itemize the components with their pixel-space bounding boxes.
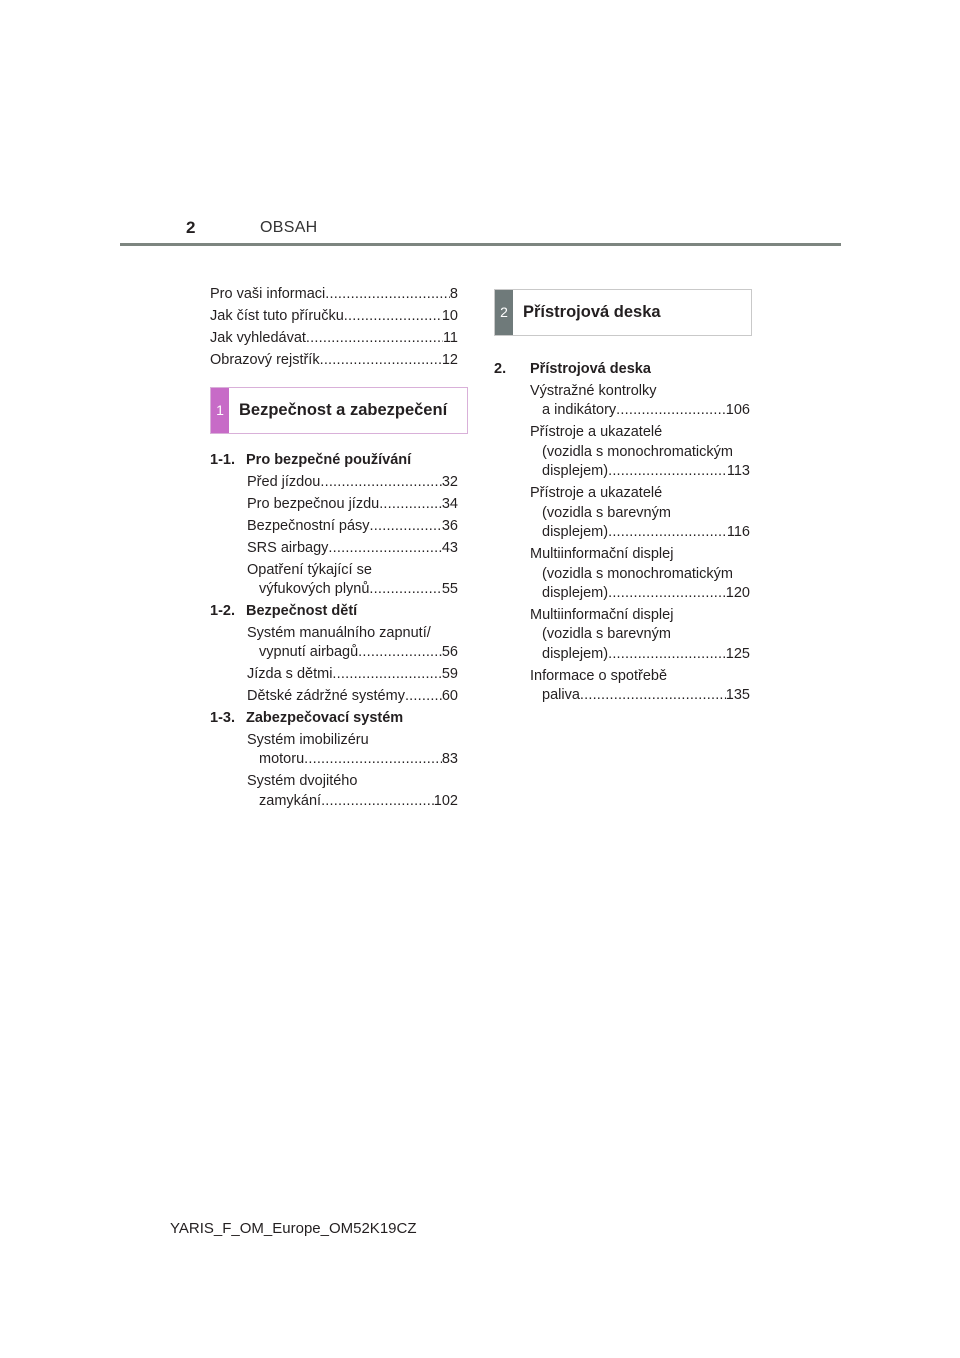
- toc-item-label: Multiinformační displej: [530, 606, 674, 623]
- toc-leader-dots: [405, 687, 442, 707]
- toc-item[interactable]: [210, 351, 458, 371]
- toc-leader-dots: [321, 792, 434, 812]
- toc-item-label: SRS airbagy: [247, 539, 329, 556]
- toc-item-page: 135: [725, 687, 750, 704]
- toc-item-label: výfukových plynů: [259, 581, 370, 598]
- toc-item-page: 11: [442, 329, 458, 346]
- chapter-1-title: Bezpečnost a zabezpečení: [239, 400, 448, 419]
- toc-item-page: 59: [441, 666, 458, 683]
- toc-right-column: [494, 289, 750, 708]
- toc-item-label: motoru: [259, 751, 305, 768]
- toc-leader-dots: [379, 495, 442, 515]
- toc-item-label: displejem): [542, 645, 609, 662]
- toc-item-label: Jak číst tuto příručku: [210, 307, 344, 324]
- toc-item[interactable]: [247, 517, 458, 537]
- toc-item-label: (vozidla s barevným: [542, 504, 671, 521]
- toc-leader-dots: [344, 307, 442, 327]
- section-title: Bezpečnost dětí: [246, 603, 358, 620]
- toc-item-page: 102: [433, 792, 458, 809]
- toc-item-label: zamykání: [259, 792, 322, 809]
- section-number: 1-1.: [210, 452, 235, 469]
- toc-leader-dots: [608, 523, 727, 543]
- toc-leader-dots: [328, 539, 441, 559]
- toc-item-page: 60: [441, 688, 458, 705]
- toc-leader-dots: [325, 285, 450, 305]
- chapter-1-box[interactable]: [210, 387, 468, 434]
- section-heading-1-1[interactable]: [210, 451, 458, 471]
- toc-item-label: (vozidla s monochromatickým: [542, 565, 733, 582]
- toc-item-label: (vozidla s monochromatickým: [542, 443, 733, 460]
- toc-item-page: 10: [441, 307, 458, 324]
- toc-item-label: Systém dvojitého: [247, 773, 358, 790]
- section-title: Zabezpečovací systém: [246, 710, 404, 727]
- toc-item-page: 106: [725, 402, 750, 419]
- toc-item[interactable]: [530, 382, 750, 421]
- toc-item[interactable]: [247, 772, 458, 811]
- toc-item-page: 34: [441, 495, 458, 512]
- toc-item-page: 56: [441, 644, 458, 661]
- section-number: 1-2.: [210, 603, 235, 620]
- toc-leader-dots: [320, 351, 442, 371]
- toc-leader-dots: [306, 329, 443, 349]
- toc-item-page: 116: [726, 524, 750, 541]
- toc-item-label: a indikátory: [542, 402, 617, 419]
- section-1-3-entries: [210, 731, 458, 811]
- toc-item-label: vypnutí airbagů: [259, 644, 359, 661]
- toc-leader-dots: [358, 643, 442, 663]
- section-number: 2.: [494, 361, 507, 377]
- toc-item-label: Pro bezpečnou jízdu: [247, 495, 380, 512]
- chapter-1-tab: 1: [211, 388, 229, 433]
- toc-item[interactable]: [247, 665, 458, 685]
- toc-item[interactable]: [247, 624, 458, 663]
- toc-item[interactable]: [210, 307, 458, 327]
- toc-item[interactable]: [210, 285, 458, 305]
- toc-item[interactable]: [247, 539, 458, 559]
- toc-leader-dots: [332, 665, 441, 685]
- toc-item[interactable]: [247, 495, 458, 515]
- section-1-1-entries: [210, 473, 458, 600]
- toc-item-label: displejem): [542, 524, 609, 541]
- header-rule: [120, 243, 841, 246]
- toc-item-label: Systém imobilizéru: [247, 731, 369, 748]
- toc-item[interactable]: [247, 473, 458, 493]
- toc-item-label: Pro vaši informaci: [210, 286, 326, 302]
- toc-left-column: [210, 285, 458, 814]
- toc-item-page: 113: [726, 463, 750, 480]
- toc-item-label: displejem): [542, 585, 609, 602]
- toc-item-label: Přístroje a ukazatelé: [530, 424, 663, 441]
- section-heading-1-2[interactable]: [210, 602, 458, 622]
- toc-item-page: 55: [441, 581, 458, 598]
- toc-item-page: 43: [441, 539, 458, 556]
- toc-leader-dots: [608, 462, 727, 482]
- toc-item-page: 36: [441, 517, 458, 534]
- toc-item-label: Jak vyhledávat: [210, 329, 306, 346]
- toc-item-page: 12: [441, 351, 458, 368]
- toc-item-label: Informace o spotřebě: [530, 667, 668, 684]
- toc-item[interactable]: [530, 484, 750, 543]
- toc-item[interactable]: [530, 545, 750, 604]
- toc-item[interactable]: [210, 329, 458, 349]
- section-title: Pro bezpečné používání: [246, 452, 412, 469]
- toc-item[interactable]: [530, 423, 750, 482]
- toc-item-label: Přístroje a ukazatelé: [530, 485, 663, 502]
- section-2-entries: [494, 382, 750, 706]
- chapter-2-tab: 2: [495, 290, 513, 335]
- toc-item-label: Systém manuálního zapnutí/: [247, 624, 431, 641]
- toc-intro-list: [210, 285, 458, 370]
- toc-item-label: Výstražné kontrolky: [530, 382, 657, 399]
- toc-item-label: Multiinformační displej: [530, 546, 674, 563]
- toc-item-page: 125: [725, 645, 750, 662]
- section-1-2-entries: [210, 624, 458, 707]
- toc-item-page: 8: [449, 286, 458, 302]
- toc-item-label: paliva: [542, 687, 580, 704]
- toc-leader-dots: [369, 580, 441, 600]
- page-number: 2: [186, 218, 196, 237]
- toc-item[interactable]: [530, 667, 750, 706]
- toc-leader-dots: [616, 401, 726, 421]
- toc-leader-dots: [580, 686, 726, 706]
- toc-leader-dots: [304, 750, 442, 770]
- toc-leader-dots: [608, 645, 726, 665]
- section-heading-1-3[interactable]: [210, 709, 458, 729]
- toc-item-page: 32: [441, 474, 458, 491]
- section-number: 1-3.: [210, 710, 235, 727]
- toc-item-label: Bezpečnostní pásy: [247, 517, 370, 534]
- toc-item-label: Jízda s dětmi: [247, 666, 333, 683]
- toc-leader-dots: [370, 517, 442, 537]
- toc-leader-dots: [608, 584, 726, 604]
- toc-item-label: Opatření týkající se: [247, 561, 372, 578]
- toc-item-label: Před jízdou: [247, 474, 321, 491]
- page-section-title: OBSAH: [260, 219, 318, 236]
- toc-item[interactable]: [247, 731, 458, 770]
- section-heading-2[interactable]: [494, 360, 750, 380]
- toc-item-label: displejem): [542, 463, 609, 480]
- toc-leader-dots: [320, 473, 442, 493]
- toc-item-page: 83: [441, 751, 458, 768]
- toc-item-label: Dětské zádržné systémy: [247, 688, 405, 705]
- toc-item-page: 120: [725, 585, 750, 602]
- chapter-2-box[interactable]: [494, 289, 752, 336]
- chapter-2-title: Přístrojová deska: [523, 302, 661, 321]
- toc-item-label: (vozidla s barevným: [542, 626, 671, 643]
- toc-item-label: Obrazový rejstřík: [210, 351, 320, 368]
- document-footer-code: YARIS_F_OM_Europe_OM52K19CZ: [170, 1220, 417, 1237]
- toc-item[interactable]: [247, 561, 458, 600]
- toc-item[interactable]: [247, 687, 458, 707]
- section-title: Přístrojová deska: [530, 361, 651, 377]
- toc-item[interactable]: [530, 606, 750, 665]
